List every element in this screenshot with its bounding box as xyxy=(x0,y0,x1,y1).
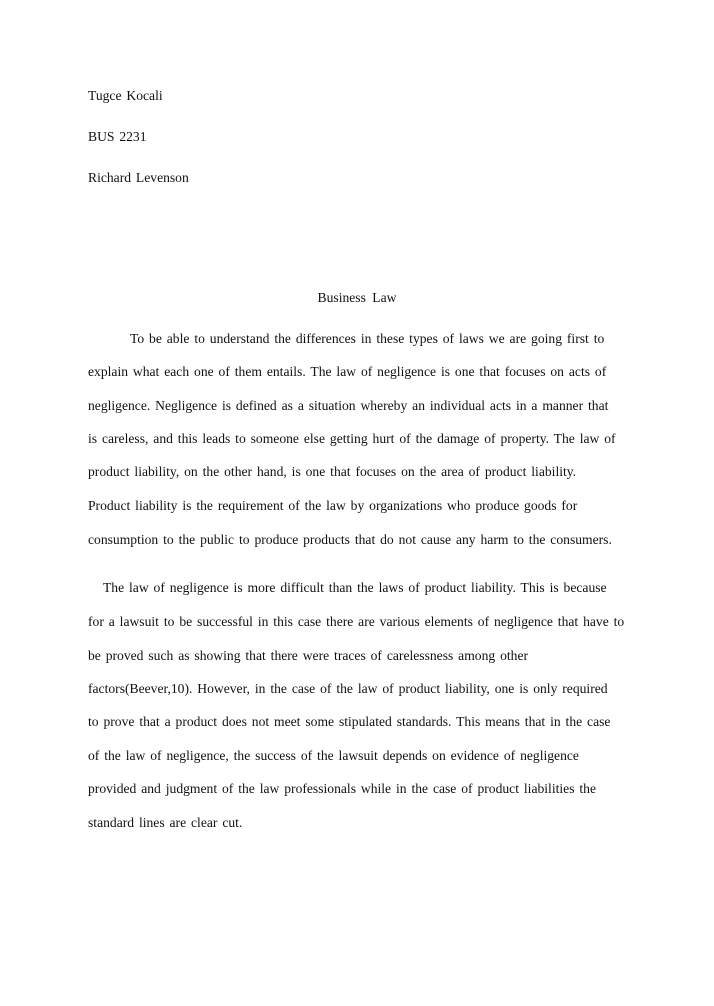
paragraph-line: be proved such as showing that there were traces of carelessness among other xyxy=(88,648,529,663)
paragraph-line: to prove that a product does not meet some stipulated standards. This means that in the case xyxy=(88,714,611,729)
instructor-name: Richard Levenson xyxy=(88,170,189,185)
paragraph-line: negligence. Negligence is defined as a situation whereby an individual acts in a manner that xyxy=(88,398,609,413)
paragraph-line: factors(Beever,10). However, in the case of the law of product liability, one is only required xyxy=(88,681,608,696)
paragraph-line: Product liability is the requirement of the law by organizations who produce goods for xyxy=(88,498,578,513)
paragraph-line: explain what each one of them entails. The law of negligence is one that focuses on acts of xyxy=(88,364,607,379)
course-code: BUS 2231 xyxy=(88,129,147,144)
paragraph-line: provided and judgment of the law professionals while in the case of product liabilities the xyxy=(88,781,596,796)
paragraph-line: To be able to understand the differences in these types of laws we are going first to xyxy=(130,331,605,346)
paragraph-line: is careless, and this leads to someone else getting hurt of the damage of property. The law of xyxy=(88,431,616,446)
paragraph-line: The law of negligence is more difficult than the laws of product liability. This is because xyxy=(103,580,607,595)
paragraph-line: product liability, on the other hand, is one that focuses on the area of product liability. xyxy=(88,464,577,479)
paragraph-line: consumption to the public to produce products that do not cause any harm to the consumers. xyxy=(88,532,612,547)
document-title: Business Law xyxy=(317,290,397,305)
paragraph-line: standard lines are clear cut. xyxy=(88,815,243,830)
student-name: Tugce Kocali xyxy=(88,88,163,103)
paragraph-line: of the law of negligence, the success of the lawsuit depends on evidence of negligence xyxy=(88,748,579,763)
paragraph-line: for a lawsuit to be successful in this case there are various elements of negligence that have to xyxy=(88,614,625,629)
